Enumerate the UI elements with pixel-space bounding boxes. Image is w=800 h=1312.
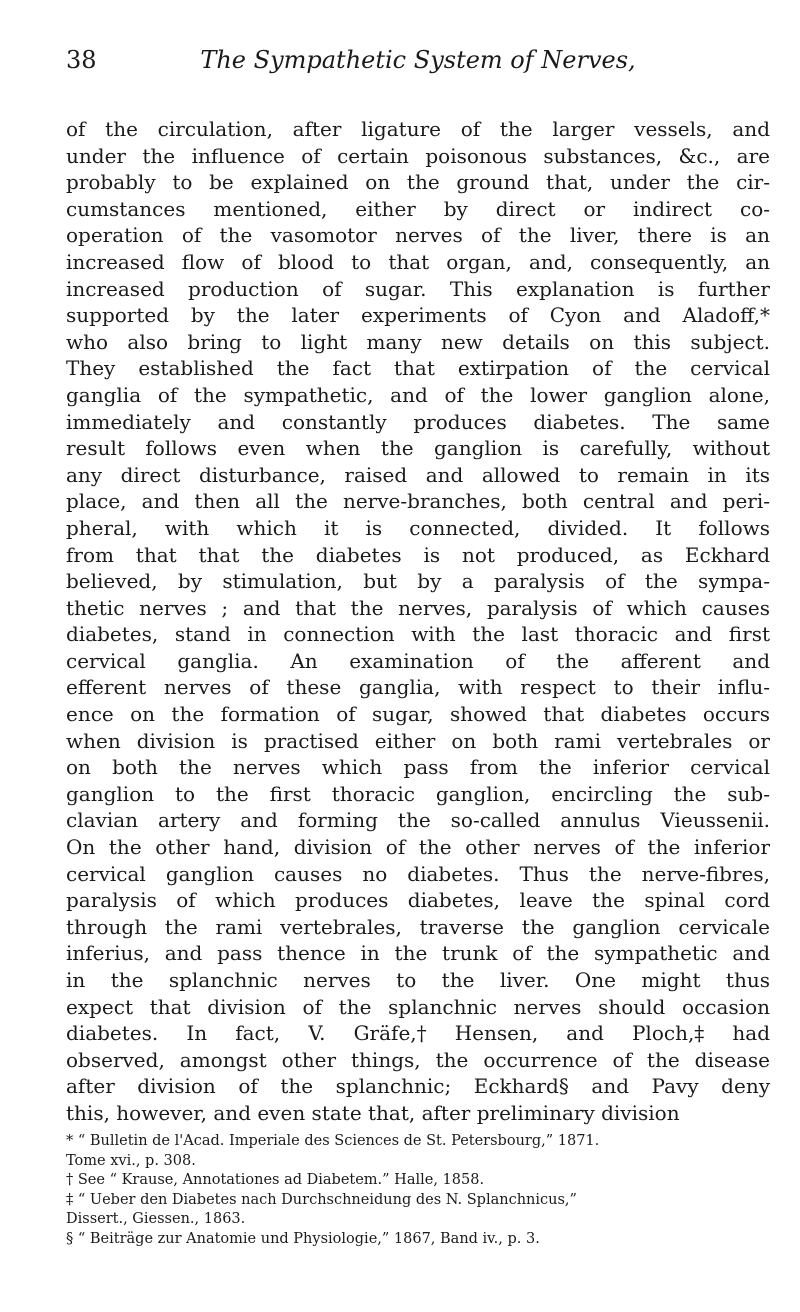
- text-line: under the influence of certain poisonous substances, &c., are: [66, 143, 770, 168]
- page-number: 38: [66, 46, 97, 74]
- text-line: On the other hand, division of the other nerves of the inferior: [66, 835, 770, 860]
- text-line: clavian artery and forming the so-called annulus Vieussenii.: [66, 808, 770, 833]
- text-line: paralysis of which produces diabetes, leave the spinal cord: [66, 888, 770, 913]
- text-line: thetic nerves ; and that the nerves, paralysis of which causes: [66, 595, 770, 620]
- text-line: cervical ganglia. An examination of the afferent and: [66, 648, 770, 673]
- text-line: on both the nerves which pass from the inferior cervical: [66, 755, 770, 780]
- text-line: cervical ganglion causes no diabetes. Thus the nerve-fibres,: [66, 861, 770, 886]
- running-title: The Sympathetic System of Nerves,: [200, 46, 636, 74]
- footnote-line: † See “ Krause, Annotationes ad Diabetem.” Halle, 1858.: [66, 1172, 485, 1189]
- text-line: diabetes. In fact, V. Gräfe,† Hensen, and Ploch,‡ had: [66, 1021, 770, 1046]
- footnote-line: * “ Bulletin de l'Acad. Imperiale des Sciences de St. Petersbourg,” 1871.: [66, 1133, 600, 1149]
- text-line: probably to be explained on the ground that, under the cir-: [66, 170, 770, 195]
- text-line: increased flow of blood to that organ, and, consequently, an: [66, 249, 770, 274]
- text-line: through the rami vertebrales, traverse the ganglion cervicale: [66, 914, 770, 939]
- footnotes: [66, 1132, 770, 1250]
- text-line: diabetes, stand in connection with the last thoracic and first: [66, 622, 770, 647]
- text-line: observed, amongst other things, the occurrence of the disease: [66, 1047, 770, 1072]
- text-line: any direct disturbance, raised and allowed to remain in its: [66, 462, 770, 487]
- text-line: in the splanchnic nerves to the liver. One might thus: [66, 968, 770, 992]
- text-line: ence on the formation of sugar, showed that diabetes occurs: [66, 702, 770, 727]
- text-line: increased production of sugar. This explanation is further: [66, 276, 770, 301]
- text-line: ganglia of the sympathetic, and of the lower ganglion alone,: [66, 382, 770, 407]
- text-line: supported by the later experiments of Cyon and Aladoff,*: [66, 303, 770, 328]
- text-line: when division is practised either on both rami vertebrales or: [66, 728, 770, 753]
- text-line: immediately and constantly produces diabetes. The same: [66, 409, 770, 434]
- text-line: efferent nerves of these ganglia, with respect to their influ-: [66, 675, 770, 700]
- text-line: believed, by stimulation, but by a paralysis of the sympa-: [66, 569, 770, 594]
- text-line: cumstances mentioned, either by direct or indirect co-: [66, 196, 770, 221]
- footnote-line: Tome xvi., p. 308.: [66, 1152, 196, 1169]
- text-line: inferius, and pass thence in the trunk of the sympathetic and: [66, 941, 770, 966]
- text-line: ganglion to the first thoracic ganglion, encircling the sub-: [66, 781, 770, 806]
- body-text: [66, 116, 770, 1127]
- text-line: expect that division of the splanchnic nerves should occasion: [66, 994, 770, 1019]
- footnote-line: Dissert., Giessen., 1863.: [66, 1211, 246, 1228]
- text-line: who also bring to light many new details on this subject.: [66, 329, 770, 354]
- page-header: [66, 46, 770, 74]
- text-line: result follows even when the ganglion is carefully, without: [66, 436, 770, 461]
- footnote-line: § “ Beiträge zur Anatomie und Physiologie,” 1867, Band iv., p. 3.: [66, 1230, 540, 1247]
- footnote-line: ‡ “ Ueber den Diabetes nach Durchschneidung des N. Splanchnicus,”: [66, 1191, 577, 1208]
- text-line: operation of the vasomotor nerves of the liver, there is an: [66, 223, 770, 248]
- text-line: pheral, with which it is connected, divided. It follows: [66, 515, 770, 540]
- text-line: of the circulation, after ligature of the larger vessels, and: [66, 117, 770, 141]
- text-line: after division of the splanchnic; Eckhard§ and Pavy deny: [66, 1074, 770, 1099]
- text-line: place, and then all the nerve-branches, both central and peri-: [66, 489, 770, 514]
- text-line: this, however, and even state that, after preliminary division: [66, 1100, 680, 1125]
- text-line: They established the fact that extirpation of the cervical: [66, 356, 770, 381]
- text-line: from that that the diabetes is not produced, as Eckhard: [66, 542, 770, 567]
